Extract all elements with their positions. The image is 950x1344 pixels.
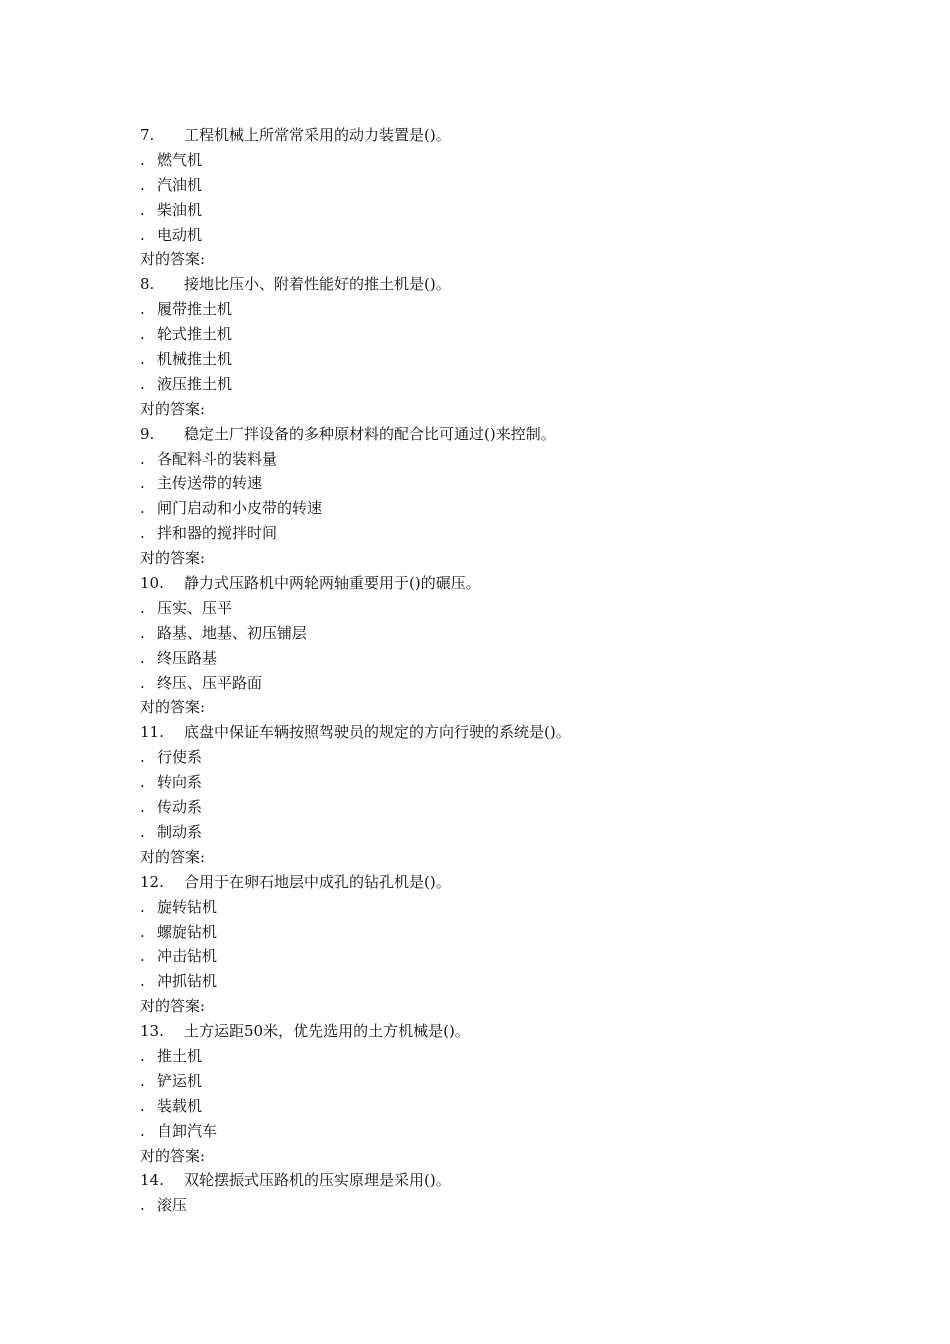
- question-stem: [140, 272, 900, 297]
- option-text: 拌和器的搅拌时间: [157, 524, 278, 543]
- option-item: . 转向系: [140, 773, 203, 792]
- question-text: 静力式压路机中两轮两轴重要用于()的碾压。: [184, 574, 481, 593]
- option-item: . 主传送带的转速: [140, 474, 263, 493]
- option-text: 机械推土机: [157, 350, 233, 369]
- option-item: . 履带推土机: [140, 300, 233, 319]
- question-text: 接地比压小、附着性能好的推土机是()。: [184, 275, 451, 294]
- question-number: 9.: [140, 424, 155, 443]
- option-text: 行使系: [157, 748, 203, 767]
- question-stem: [140, 123, 900, 148]
- answer-label: 对的答案:: [140, 399, 206, 418]
- question-stem: [140, 870, 900, 895]
- option-text: 燃气机: [157, 150, 203, 169]
- option-text: 旋转钻机: [157, 897, 218, 916]
- option-text: 闸门启动和小皮带的转速: [157, 499, 323, 518]
- question-8: [140, 272, 900, 421]
- option-text: 各配料斗的装料量: [157, 449, 278, 468]
- option-text: 终压路基: [157, 648, 218, 667]
- option-item: . 制动系: [140, 822, 203, 841]
- option-text: 履带推土机: [157, 300, 233, 319]
- option-text: 自卸汽车: [157, 1121, 218, 1140]
- question-12: [140, 870, 900, 1019]
- option-item: . 铲运机: [140, 1071, 203, 1090]
- option-text: 制动系: [157, 822, 203, 841]
- option-text: 装载机: [157, 1096, 203, 1115]
- option-item: . 拌和器的搅拌时间: [140, 524, 278, 543]
- option-item: . 终压、压平路面: [140, 673, 263, 692]
- question-13: [140, 1019, 900, 1168]
- option-item: . 装载机: [140, 1096, 203, 1115]
- question-number: 8.: [140, 275, 155, 294]
- option-item: . 推土机: [140, 1046, 203, 1065]
- option-text: 滚压: [157, 1196, 188, 1215]
- option-text: 液压推土机: [157, 374, 233, 393]
- question-number: 10.: [140, 574, 164, 593]
- question-number: 11.: [140, 723, 164, 742]
- option-item: . 燃气机: [140, 150, 203, 169]
- option-item: . 冲抓钻机: [140, 972, 218, 991]
- question-10: [140, 571, 900, 720]
- question-stem: [140, 1019, 900, 1044]
- option-item: . 液压推土机: [140, 374, 233, 393]
- option-item: . 各配料斗的装料量: [140, 449, 278, 468]
- answer-label: 对的答案:: [140, 698, 206, 717]
- option-item: . 旋转钻机: [140, 897, 218, 916]
- question-stem: [140, 720, 900, 745]
- option-item: . 传动系: [140, 798, 203, 817]
- option-item: . 滚压: [140, 1196, 188, 1215]
- option-text: 转向系: [157, 773, 203, 792]
- option-item: . 汽油机: [140, 175, 203, 194]
- question-stem: [140, 422, 900, 447]
- question-7: [140, 123, 900, 272]
- option-item: . 终压路基: [140, 648, 218, 667]
- option-text: 冲抓钻机: [157, 972, 218, 991]
- answer-label: 对的答案:: [140, 847, 206, 866]
- option-text: 电动机: [157, 225, 203, 244]
- option-item: . 轮式推土机: [140, 325, 233, 344]
- option-item: . 电动机: [140, 225, 203, 244]
- option-text: 推土机: [157, 1046, 203, 1065]
- option-item: . 行使系: [140, 748, 203, 767]
- option-text: 压实、压平: [157, 598, 233, 617]
- question-11: [140, 720, 900, 869]
- option-item: . 压实、压平: [140, 598, 233, 617]
- answer-label: 对的答案:: [140, 997, 206, 1016]
- option-text: 主传送带的转速: [157, 474, 263, 493]
- question-9: [140, 422, 900, 571]
- option-item: . 冲击钻机: [140, 947, 218, 966]
- question-number: 13.: [140, 1022, 164, 1041]
- question-text: 土方运距50米，优先选用的土方机械是()。: [184, 1022, 470, 1041]
- option-item: . 螺旋钻机: [140, 922, 218, 941]
- option-text: 螺旋钻机: [157, 922, 218, 941]
- answer-label: 对的答案:: [140, 549, 206, 568]
- option-text: 轮式推土机: [157, 325, 233, 344]
- option-text: 传动系: [157, 798, 203, 817]
- option-item: . 机械推土机: [140, 350, 233, 369]
- question-number: 14.: [140, 1171, 164, 1190]
- option-item: . 路基、地基、初压铺层: [140, 623, 308, 642]
- option-item: . 闸门启动和小皮带的转速: [140, 499, 323, 518]
- question-text: 稳定土厂拌设备的多种原材料的配合比可通过()来控制。: [184, 424, 556, 443]
- option-text: 终压、压平路面: [157, 673, 263, 692]
- option-item: . 自卸汽车: [140, 1121, 218, 1140]
- answer-label: 对的答案:: [140, 1146, 206, 1165]
- question-number: 12.: [140, 872, 164, 891]
- question-number: 7.: [140, 126, 155, 144]
- document-page: [140, 123, 900, 1218]
- option-item: . 柴油机: [140, 200, 203, 219]
- option-text: 路基、地基、初压铺层: [157, 623, 308, 642]
- answer-label: 对的答案:: [140, 250, 206, 269]
- option-text: 柴油机: [157, 200, 203, 219]
- question-stem: [140, 1168, 900, 1193]
- question-text: 工程机械上所常常采用的动力装置是()。: [184, 126, 451, 144]
- question-text: 底盘中保证车辆按照驾驶员的规定的方向行驶的系统是()。: [184, 723, 571, 742]
- option-text: 铲运机: [157, 1071, 203, 1090]
- question-stem: [140, 571, 900, 596]
- option-text: 冲击钻机: [157, 947, 218, 966]
- option-text: 汽油机: [157, 175, 203, 194]
- question-14: [140, 1168, 900, 1218]
- question-text: 合用于在卵石地层中成孔的钻孔机是()。: [184, 872, 451, 891]
- question-text: 双轮摆振式压路机的压实原理是采用()。: [184, 1171, 451, 1190]
